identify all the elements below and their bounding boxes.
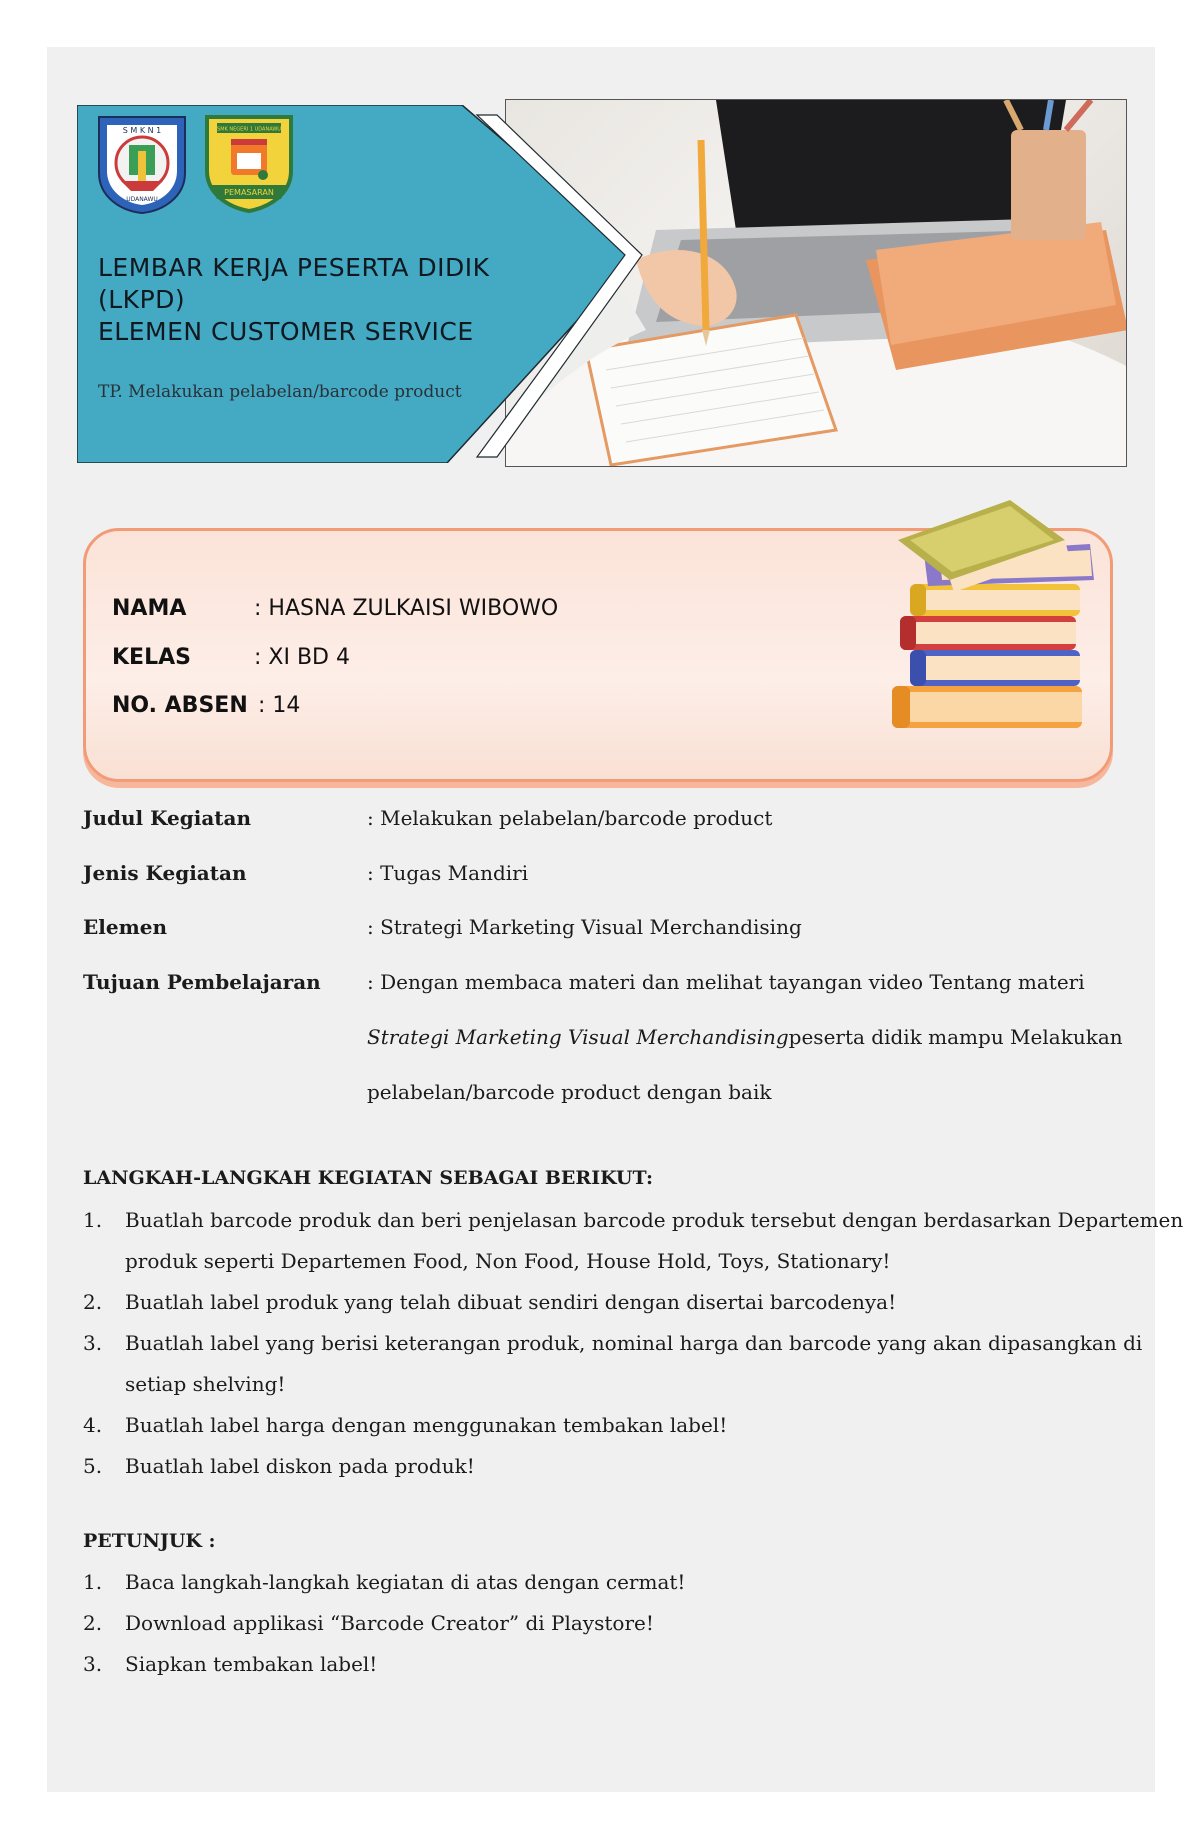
step-text-continued: setiap shelving! <box>125 1372 286 1396</box>
step-number: 4. <box>83 1413 103 1437</box>
step-text: Buatlah label harga dengan menggunakan tembakan label! <box>125 1413 728 1437</box>
kelas-label: KELAS <box>112 645 191 670</box>
elemen-label: Elemen <box>83 915 167 939</box>
school-logo <box>93 111 191 215</box>
jenis-label: Jenis Kegiatan <box>83 861 247 885</box>
absen-value: : 14 <box>258 693 301 718</box>
title-line-3: ELEMEN CUSTOMER SERVICE <box>98 317 474 346</box>
step-text: Buatlah label diskon pada produk! <box>125 1454 475 1478</box>
step-text: Buatlah label yang berisi keterangan produk, nominal harga dan barcode yang akan dipasangkan di <box>125 1331 1143 1355</box>
logo-left-text-top: S M K N 1 <box>122 126 162 135</box>
instructions-title: PETUNJUK : <box>83 1530 216 1552</box>
title-line-1: LEMBAR KERJA PESERTA DIDIK <box>98 253 490 282</box>
elemen-value: : Strategi Marketing Visual Merchandising <box>367 915 802 939</box>
logo-right-text-bottom: PEMASARAN <box>224 188 274 197</box>
logo-left-text-bottom: UDANAWU <box>126 196 158 203</box>
step-text: Buatlah label produk yang telah dibuat sendiri dengan disertai barcodenya! <box>125 1290 897 1314</box>
step-number: 1. <box>83 1208 103 1232</box>
tujuan-cont-text: peserta didik mampu Melakukan <box>788 1025 1123 1049</box>
instruction-number: 3. <box>83 1652 103 1676</box>
nama-value: : HASNA ZULKAISI WIBOWO <box>254 596 559 621</box>
nama-label: NAMA <box>112 596 187 621</box>
step-number: 3. <box>83 1331 103 1355</box>
instruction-number: 1. <box>83 1570 103 1594</box>
lkpd-title <box>98 252 578 348</box>
absen-label: NO. ABSEN <box>112 693 248 718</box>
pemasaran-logo <box>201 113 297 213</box>
identity-row-nama <box>112 596 559 621</box>
step-number: 2. <box>83 1290 103 1314</box>
step-number: 5. <box>83 1454 103 1478</box>
books-stack-icon <box>880 500 1110 740</box>
instruction-number: 2. <box>83 1611 103 1635</box>
title-line-2: (LKPD) <box>98 285 186 314</box>
steps-title: LANGKAH-LANGKAH KEGIATAN SEBAGAI BERIKUT: <box>83 1167 653 1189</box>
step-text: Buatlah barcode produk dan beri penjelasan barcode produk tersebut dengan berdasarkan Departemen <box>125 1208 1184 1232</box>
kelas-value: : XI BD 4 <box>254 645 350 670</box>
judul-value: : Melakukan pelabelan/barcode product <box>367 806 773 830</box>
tujuan-continuation-2: pelabelan/barcode product dengan baik <box>367 1080 772 1104</box>
instruction-text: Download applikasi “Barcode Creator” di Playstore! <box>125 1611 654 1635</box>
jenis-value: : Tugas Mandiri <box>367 861 529 885</box>
tujuan-continuation-1 <box>367 1025 1123 1049</box>
logo-right-text-top: SMK NEGERI 1 UDANAWU <box>217 126 281 133</box>
judul-label: Judul Kegiatan <box>83 806 252 830</box>
identity-row-kelas <box>112 645 350 670</box>
tujuan-italic-term: Strategi Marketing Visual Merchandising <box>367 1025 789 1049</box>
instruction-text: Siapkan tembakan label! <box>125 1652 378 1676</box>
identity-row-absen <box>112 693 301 718</box>
instruction-text: Baca langkah-langkah kegiatan di atas dengan cermat! <box>125 1570 686 1594</box>
tujuan-label: Tujuan Pembelajaran <box>83 970 321 994</box>
tujuan-value: : Dengan membaca materi dan melihat tayangan video Tentang materi <box>367 970 1085 994</box>
step-text-continued: produk seperti Departemen Food, Non Food, House Hold, Toys, Stationary! <box>125 1249 891 1273</box>
learning-objective-tp: TP. Melakukan pelabelan/barcode product <box>98 382 462 402</box>
